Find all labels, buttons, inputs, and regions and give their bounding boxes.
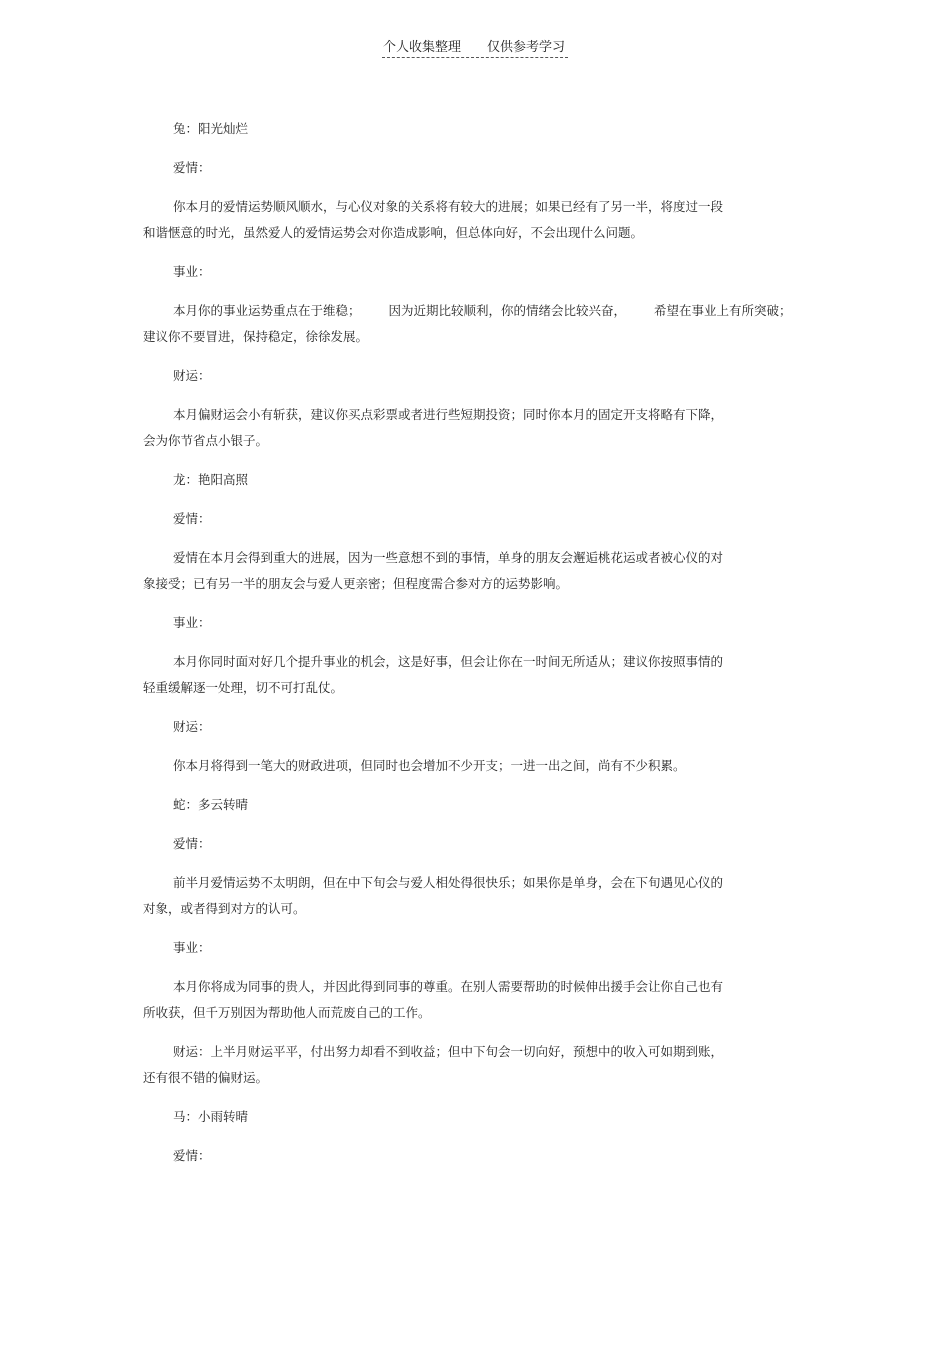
section-title-horse: 马：小雨转晴 <box>173 1109 249 1124</box>
header-right-text: 仅供参考学习 <box>487 40 566 55</box>
rabbit-wealth-line-1: 本月偏财运会小有斩获，建议你买点彩票或者进行些短期投资；同时你本月的固定开支将略有下降， <box>173 407 724 422</box>
rabbit-career-line-1a: 本月你的事业运势重点在于维稳； <box>173 303 361 318</box>
snake-love-line-2: 对象，或者得到对方的认可。 <box>143 901 306 916</box>
dragon-wealth-line-1: 你本月将得到一笔大的财政进项，但同时也会增加不少开支；一进一出之间，尚有不少积累。 <box>173 758 686 773</box>
snake-wealth-line-2: 还有很不错的偏财运。 <box>143 1070 269 1085</box>
dragon-love-label: 爱情： <box>173 511 211 526</box>
page-header <box>383 40 568 56</box>
rabbit-career-line-1 <box>143 298 793 324</box>
snake-career-line-2: 所收获，但千万别因为帮助他人而荒废自己的工作。 <box>143 1005 431 1020</box>
dragon-love-line-2: 象接受；已有另一半的朋友会与爱人更亲密；但程度需合参对方的运势影响。 <box>143 576 569 591</box>
snake-career-label: 事业： <box>173 940 211 955</box>
dragon-career-label: 事业： <box>173 615 211 630</box>
rabbit-career-label: 事业： <box>173 264 211 279</box>
rabbit-career-line-1c: 希望在事业上有所突破； <box>654 303 792 318</box>
document-body <box>143 116 793 1169</box>
snake-love-label: 爱情： <box>173 836 211 851</box>
dragon-career-line-2: 轻重缓解逐一处理，切不可打乱仗。 <box>143 680 344 695</box>
snake-wealth-line-1: 财运：上半月财运平平，付出努力却看不到收益；但中下旬会一切向好，预想中的收入可如期到账， <box>173 1044 724 1059</box>
snake-career-line-1: 本月你将成为同事的贵人，并因此得到同事的尊重。在别人需要帮助的时候伸出援手会让你自己也有 <box>173 979 724 994</box>
section-title-dragon: 龙：艳阳高照 <box>173 472 249 487</box>
rabbit-wealth-label: 财运： <box>173 368 211 383</box>
dragon-wealth-label: 财运： <box>173 719 211 734</box>
section-title-snake: 蛇：多云转晴 <box>173 797 249 812</box>
dragon-career-line-1: 本月你同时面对好几个提升事业的机会，这是好事，但会让你在一时间无所适从；建议你按照事情的 <box>173 654 724 669</box>
horse-love-label: 爱情： <box>173 1148 211 1163</box>
snake-love-line-1: 前半月爱情运势不太明朗，但在中下旬会与爱人相处得很快乐；如果你是单身，会在下旬遇见心仪的 <box>173 875 724 890</box>
rabbit-love-line-1: 你本月的爱情运势顺风顺水，与心仪对象的关系将有较大的进展；如果已经有了另一半，将度过一段 <box>173 199 724 214</box>
rabbit-career-line-1b: 因为近期比较顺利，你的情绪会比较兴奋， <box>388 303 627 318</box>
rabbit-wealth-line-2: 会为你节省点小银子。 <box>143 433 269 448</box>
header-left-text: 个人收集整理 <box>383 40 462 55</box>
header-divider <box>382 57 568 58</box>
dragon-love-line-1: 爱情在本月会得到重大的进展，因为一些意想不到的事情，单身的朋友会邂逅桃花运或者被心仪的对 <box>173 550 724 565</box>
rabbit-career-line-2: 建议你不要冒进，保持稳定，徐徐发展。 <box>143 329 369 344</box>
rabbit-love-line-2: 和谐惬意的时光，虽然爱人的爱情运势会对你造成影响，但总体向好，不会出现什么问题。 <box>143 225 644 240</box>
rabbit-love-label: 爱情： <box>173 160 211 175</box>
section-title-rabbit: 兔：阳光灿烂 <box>173 121 249 136</box>
